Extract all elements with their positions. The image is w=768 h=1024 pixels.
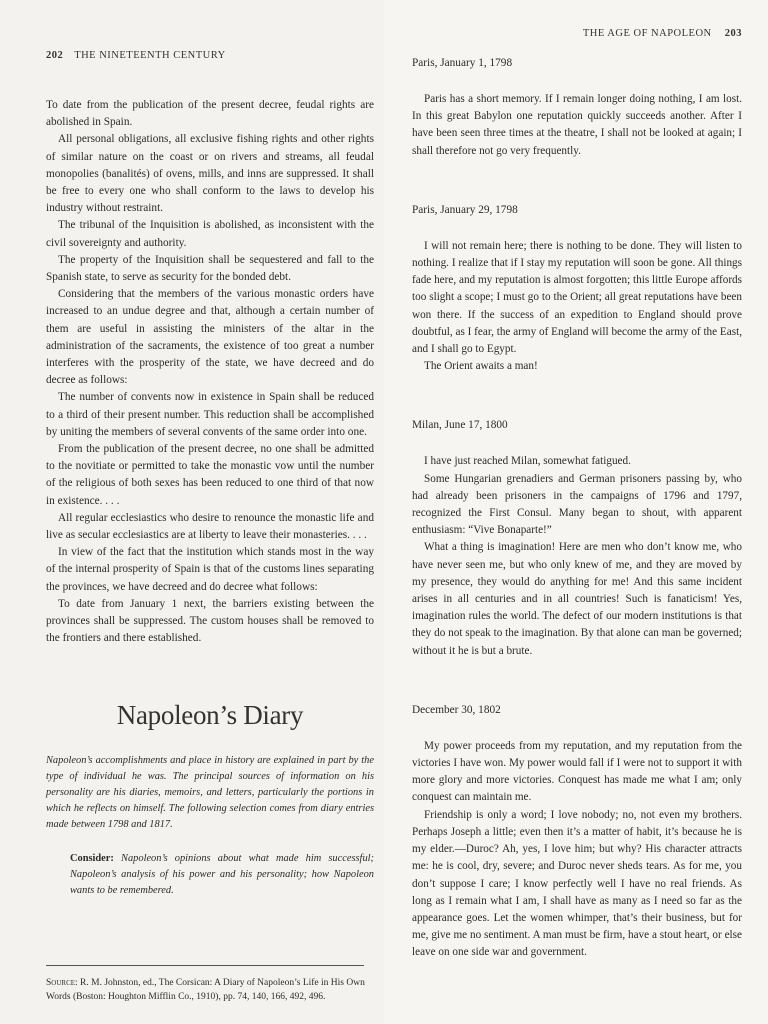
entry-date: December 30, 1802: [412, 703, 501, 716]
right-page-number: 203: [724, 28, 742, 39]
source-label: Source:: [46, 977, 78, 988]
entry-paragraph: Friendship is only a word; I love nobody; no, not even my brothers. Perhaps Joseph a little; even then it’s a matter of habit, it’s because he is my elder.—Duroc? Ah, yes, I love him; but why? His character attracts me: he is cool, dry, severe; and Duroc never sheds tears. As for me, you don’t suppose I care; I know perfectly well I have no real friends. As long as I remain what I am, I shall have as many as I need so far as the appearance goes. Let the women whimper, that’s their business, but for me, give me no sentiment. A man must be firm, have a stout heart, or else leave on one side war and government.: [412, 808, 742, 959]
diary-entry: [412, 704, 742, 962]
source-divider: [46, 965, 364, 966]
right-running-head: [412, 28, 742, 39]
entry-paragraph: Some Hungarian grenadiers and German prisoners passing by, who had already been prisoners in the campaigns of 1796 and 1797, recognized the First Consul. Many began to shout, with apparent enthusiasm: “Vive Bonaparte!”: [412, 472, 742, 537]
diary-entry: [412, 57, 742, 160]
entry-date: Paris, January 1, 1798: [412, 57, 513, 69]
decree-paragraph: The tribunal of the Inquisition is abolished, as inconsistent with the civil sovereignty and authority.: [46, 219, 374, 249]
entry-paragraph: I have just reached Milan, somewhat fatigued.: [424, 455, 631, 468]
entry-paragraph: Paris has a short memory. If I remain longer doing nothing, I am lost. In this great Babylon one reputation quickly succeeds another. After I have been seen three times at the theatre, I shall not be looked at again; I shall therefore not go very frequently.: [412, 93, 742, 157]
decree-paragraph: To date from January 1 next, the barriers existing between the provinces shall be suppressed. The custom houses shall be removed to the frontiers and there established.: [46, 597, 374, 645]
entry-date: Paris, January 29, 1798: [412, 203, 518, 216]
decree-paragraph: From the publication of the present decree, no one shall be admitted to the novitiate or permitted to take the monastic vow until the number of the religious of both sexes has been reduced to one third of that now in existence. . . .: [46, 443, 374, 507]
entry-paragraph: My power proceeds from my reputation, and my reputation from the victories I have won. My power would fall if I were not to support it with more glory and more victories. Conquest has made me what I am; only conquest can maintain me.: [412, 739, 742, 804]
entry-paragraph: What a thing is imagination! Here are men who don’t know me, who have never seen me, but who only knew of me, and they are moved by my presence, they would do anything for me! And this same incident arises in all centuries and in all countries! Such is fanaticism! Yes, imagination rules the world. The defect of our modern institutions is that they do not speak to the imagination. By that alone can man be governed; without it he is but a brute.: [412, 541, 742, 657]
consider-box: [46, 851, 374, 899]
entry-paragraph: I will not remain here; there is nothing to be done. They will listen to nothing. I realize that if I stay my reputation will soon be gone. All things fade here, and my reputation is almost forgotten; this little Europe affords too slight a scope; I must go to the Orient; all great reputations have been won there. If the success of an expedition to England should prove doubtful, as I fear, the army of England will become the army of the East, and I shall go to Egypt.: [412, 239, 742, 356]
decree-paragraph: All regular ecclesiastics who desire to renounce the monastic life and live as secular ecclesiastics are at liberty to leave their monasteries. . . .: [46, 511, 374, 542]
decree-paragraph: Considering that the members of the various monastic orders have increased to an undue degree and that, although a certain number of them are useful in assisting the ministers of the altar in the administration of the sacraments, the existence of too great a number interferes with the prosperity of the state, we have decreed and do decree as follows:: [46, 288, 374, 387]
section-intro: Napoleon’s accomplishments and place in history are explained in part by the type of individual he was. The principal sources of information on his personality are his diaries, memoirs, and letters, particularly the portions in which he reflects on himself. The following selection comes from diary entries made between 1798 and 1817.: [46, 754, 374, 830]
consider-text: Napoleon’s opinions about what made him successful; Napoleon’s analysis of his power and his personality; how Napoleon wants to be remembered.: [70, 852, 374, 896]
decree-paragraph: The property of the Inquisition shall be sequestered and fall to the Spanish state, to serve as security for the bonded debt.: [46, 253, 374, 284]
decree-paragraph: All personal obligations, all exclusive fishing rights and other rights of similar nature on the coast or on rivers and streams, all feudal monopolies (banalités) of ovens, mills, and inns are suppressed. It shall be free to every one who shall conform to the laws to develop his industry without restraint.: [46, 133, 374, 215]
source-text: R. M. Johnston, ed., The Corsican: A Diary of Napoleon’s Life in His Own Words (Boston: Houghton Mifflin Co., 1910), pp. 74, 140, 166, 492, 496.: [46, 977, 365, 1002]
left-running-head-title: THE NINETEENTH CENTURY: [74, 50, 226, 61]
decree-paragraph: To date from the publication of the present decree, feudal rights are abolished in Spain.: [46, 99, 374, 129]
decree-paragraph: In view of the fact that the institution which stands most in the way of the internal prosperity of Spain is that of the customs lines separating the provinces, we have decreed and do decree what follows:: [46, 546, 374, 593]
right-running-head-title: THE AGE OF NAPOLEON: [582, 28, 712, 39]
right-page: [384, 0, 768, 1024]
section-title: Napoleon’s Diary: [116, 699, 304, 730]
diary-entry: [412, 419, 742, 659]
left-page-number: 202: [46, 50, 64, 61]
decree-paragraph: The number of convents now in existence in Spain shall be reduced to a third of their present number. This reduction shall be accomplished by uniting the members of several convents of the same order into one.: [46, 391, 374, 438]
entry-date: Milan, June 17, 1800: [412, 419, 508, 432]
source-note: [46, 976, 374, 1004]
left-running-head: [46, 50, 374, 61]
entry-paragraph: The Orient awaits a man!: [424, 360, 538, 373]
decree-text: [46, 97, 374, 648]
diary-entry: [412, 204, 742, 376]
consider-label: Consider:: [70, 852, 114, 864]
